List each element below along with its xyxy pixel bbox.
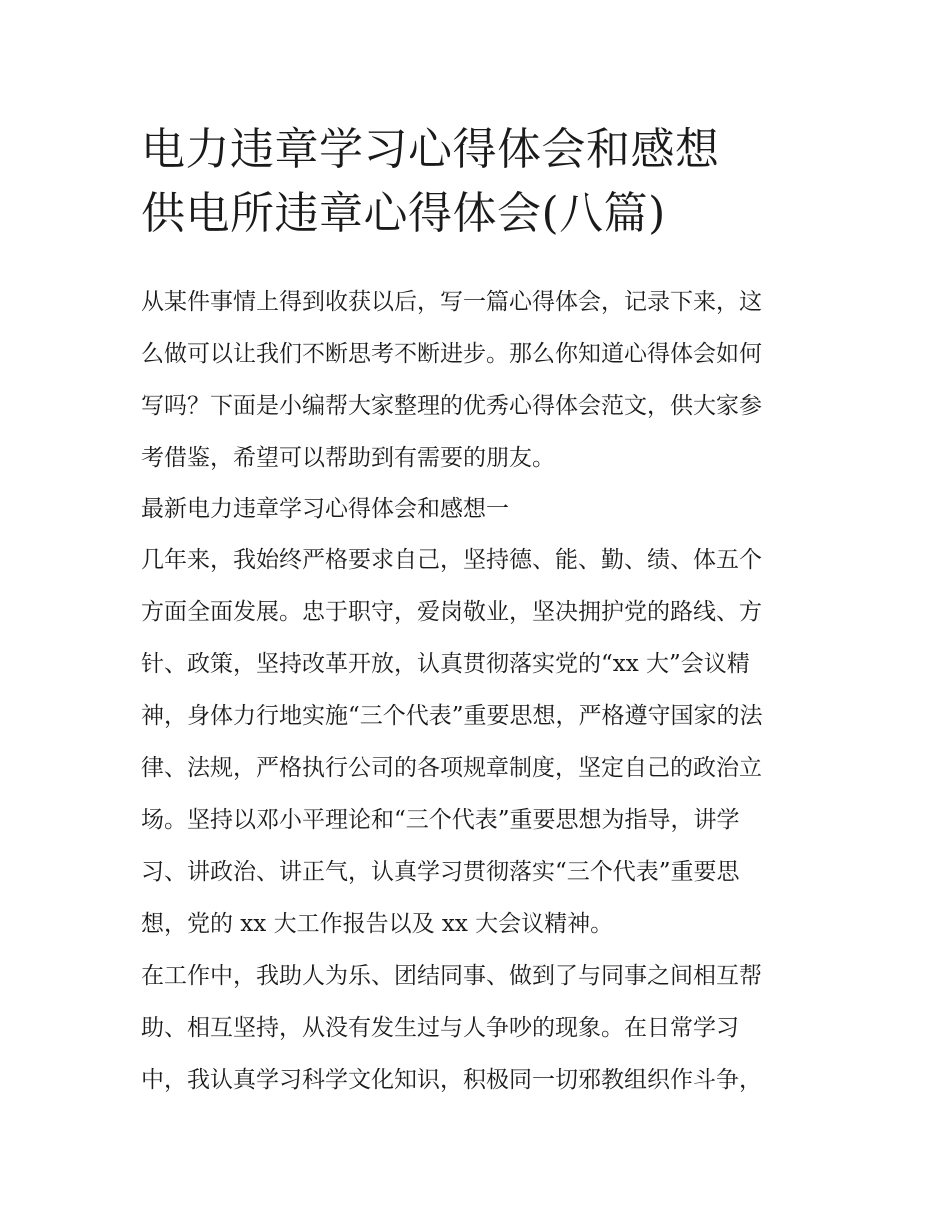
- text-line: 针、政策，坚持改革开放，认真贯彻落实党的“xx 大”会议精: [141, 651, 750, 677]
- paragraph-two: [141, 950, 813, 1106]
- text-line: 习、讲政治、讲正气，认真学习贯彻落实“三个代表”重要思: [141, 859, 740, 885]
- text-line: 助、相互坚持，从没有发生过与人争吵的现象。在日常学习: [141, 1015, 739, 1041]
- text-line: 方面全面发展。忠于职守，爱岗敬业，坚决拥护党的路线、方: [141, 599, 762, 625]
- text-line: 中，我认真学习科学文化知识，积极同一切邪教组织作斗争，: [141, 1067, 762, 1093]
- text-line: 写吗？下面是小编帮大家整理的优秀心得体会范文，供大家参: [141, 393, 762, 419]
- title-line: 电力违章学习心得体会和感想: [141, 124, 720, 175]
- intro-paragraph: [141, 276, 813, 484]
- paragraph-one: [141, 534, 813, 950]
- text-line: 么做可以让我们不断思考不断进步。那么你知道心得体会如何: [141, 341, 762, 367]
- section-heading: [141, 484, 813, 534]
- text-line: 从某件事情上得到收获以后，写一篇心得体会，记录下来，这: [141, 289, 762, 315]
- text-line: 想，党的 xx 大工作报告以及 xx 大会议精神。: [141, 911, 614, 937]
- document-body: [141, 276, 813, 1106]
- title-line: 供电所违章心得体会(八篇): [141, 188, 666, 239]
- text-line: 律、法规，严格执行公司的各项规章制度，坚定自己的政治立: [141, 755, 762, 781]
- text-line: 在工作中，我助人为乐、团结同事、做到了与同事之间相互帮: [141, 963, 762, 989]
- text-line: 场。坚持以邓小平理论和“三个代表”重要思想为指导，讲学: [141, 807, 740, 833]
- text-line: 考借鉴，希望可以帮助到有需要的朋友。: [141, 445, 555, 471]
- document-title: [141, 118, 821, 246]
- section-heading-text: 最新电力违章学习心得体会和感想一: [141, 496, 509, 522]
- text-line: 神，身体力行地实施“三个代表”重要思想，严格遵守国家的法: [141, 703, 763, 729]
- text-line: 几年来，我始终严格要求自己，坚持德、能、勤、绩、体五个: [141, 547, 762, 573]
